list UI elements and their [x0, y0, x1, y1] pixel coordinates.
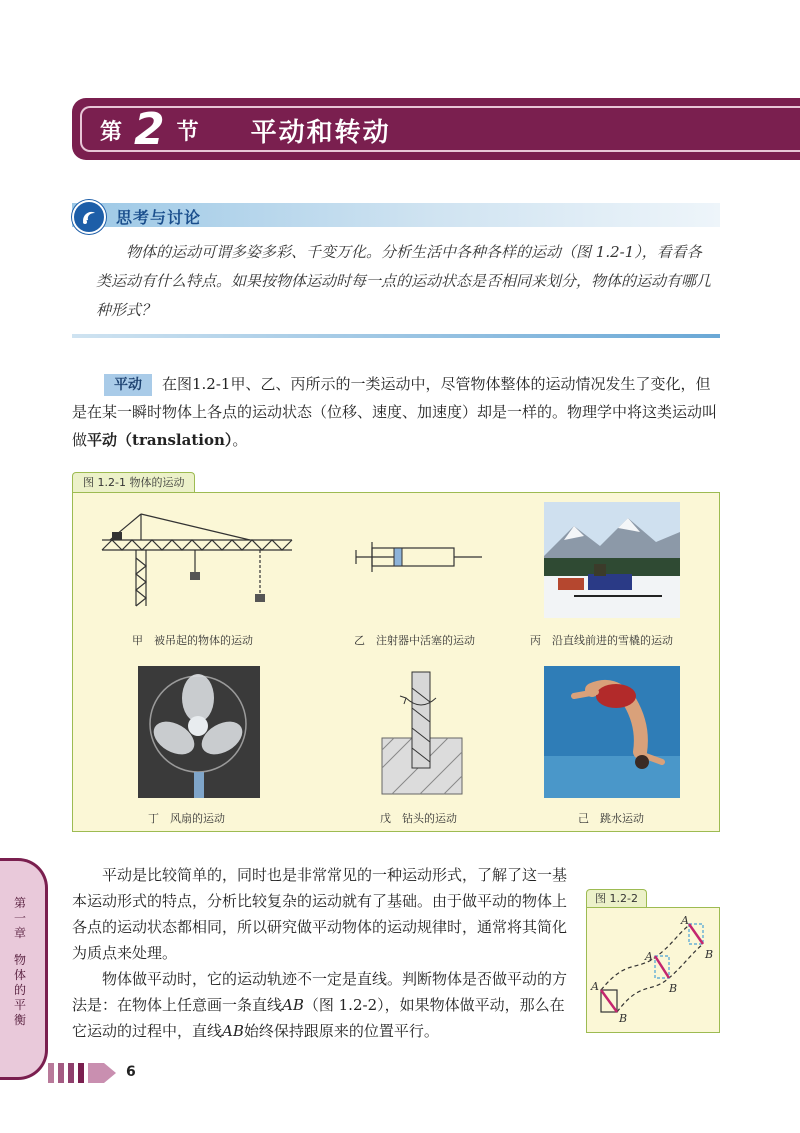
diver-photo: [544, 666, 680, 798]
chapter-side-text: [14, 896, 30, 1028]
point-b-3: B: [705, 948, 714, 961]
chapter-number: 第一章: [14, 896, 27, 940]
bold-term: 平动: [87, 431, 118, 449]
caption-fan: 丁 风扇的运动: [148, 812, 225, 825]
line-ab-2: AB: [222, 1022, 244, 1040]
caption-drill: 戊 钻头的运动: [380, 812, 457, 825]
point-a-3: A: [681, 914, 689, 927]
think-discuss-divider: [72, 334, 720, 338]
chapter-title: 物体的平衡: [14, 953, 27, 1027]
point-a-1: A: [591, 980, 599, 993]
section-title: 平动和转动: [250, 117, 391, 148]
crane-diagram: [100, 510, 300, 610]
think-discuss-text: 物体的运动可谓多姿多彩、千变万化。分析生活中各种各样的运动（图 1.2-1），看看各类运动有什么特点。如果按物体运动时每一点的运动状态是否相同来划分，物体的运动有哪几种形式？: [96, 243, 712, 319]
english-term: （translation）: [117, 431, 233, 449]
think-discuss-icon: [72, 200, 106, 234]
think-discuss-label: 思考与讨论: [116, 208, 202, 227]
caption-diving: 己 跳水运动: [578, 812, 644, 825]
fan-photo: [138, 666, 260, 798]
page-footer-arrow: [48, 1060, 120, 1086]
point-a-2: A: [645, 950, 653, 963]
figure-2-label: 图 1.2-2: [586, 889, 647, 908]
translation-test-paragraph: 物体做平动时，它的运动轨迹不一定是直线。判断物体是否做平动的方法是：在物体上任意画一条直线AB（图 1.2-2），如果物体做平动，那么在它运动的过程中，直线AB始终保持跟原来的位置平行。: [72, 970, 568, 1040]
section-number: 2: [134, 104, 165, 155]
translation-path-diagram: [587, 908, 719, 1032]
translation-importance-paragraph: 平动是比较简单的，同时也是非常常见的一种运动形式，了解了这一基本运动形式的特点，分析比较复杂的运动就有了基础。由于做平动的物体上各点的运动状态都相同，所以研究做平动物体的运动规律时，通常将其简化为质点来处理。: [72, 866, 568, 962]
caption-syringe: 乙 注射器中活塞的运动: [354, 634, 475, 647]
section-suffix: 节: [176, 119, 199, 145]
point-b-2: B: [669, 982, 678, 995]
translation-definition-paragraph: 平动 在图1.2-1甲、乙、丙所示的一类运动中，尽管物体整体的运动情况发生了变化，但是在某一瞬时物体上各点的运动状态（位移、速度、加速度）却是一样的。物理学中将这类运动叫做平动（translation）。: [72, 375, 718, 449]
syringe-diagram: [352, 538, 492, 578]
point-b-1: B: [619, 1012, 628, 1025]
snowmobile-photo: [544, 502, 680, 618]
page-number: 6: [126, 1064, 136, 1080]
section-prefix: 第: [100, 119, 123, 145]
caption-sled: 丙 沿直线前进的雪橇的运动: [530, 634, 673, 647]
figure-2-panel: [586, 907, 720, 1033]
section-heading: [100, 104, 391, 155]
term-tag-translation: 平动: [104, 374, 152, 396]
figure-1-label: 图 1.2-1 物体的运动: [72, 472, 195, 493]
line-ab-1: AB: [282, 996, 304, 1014]
caption-crane: 甲 被吊起的物体的运动: [132, 634, 253, 647]
drill-diagram: [380, 668, 464, 796]
